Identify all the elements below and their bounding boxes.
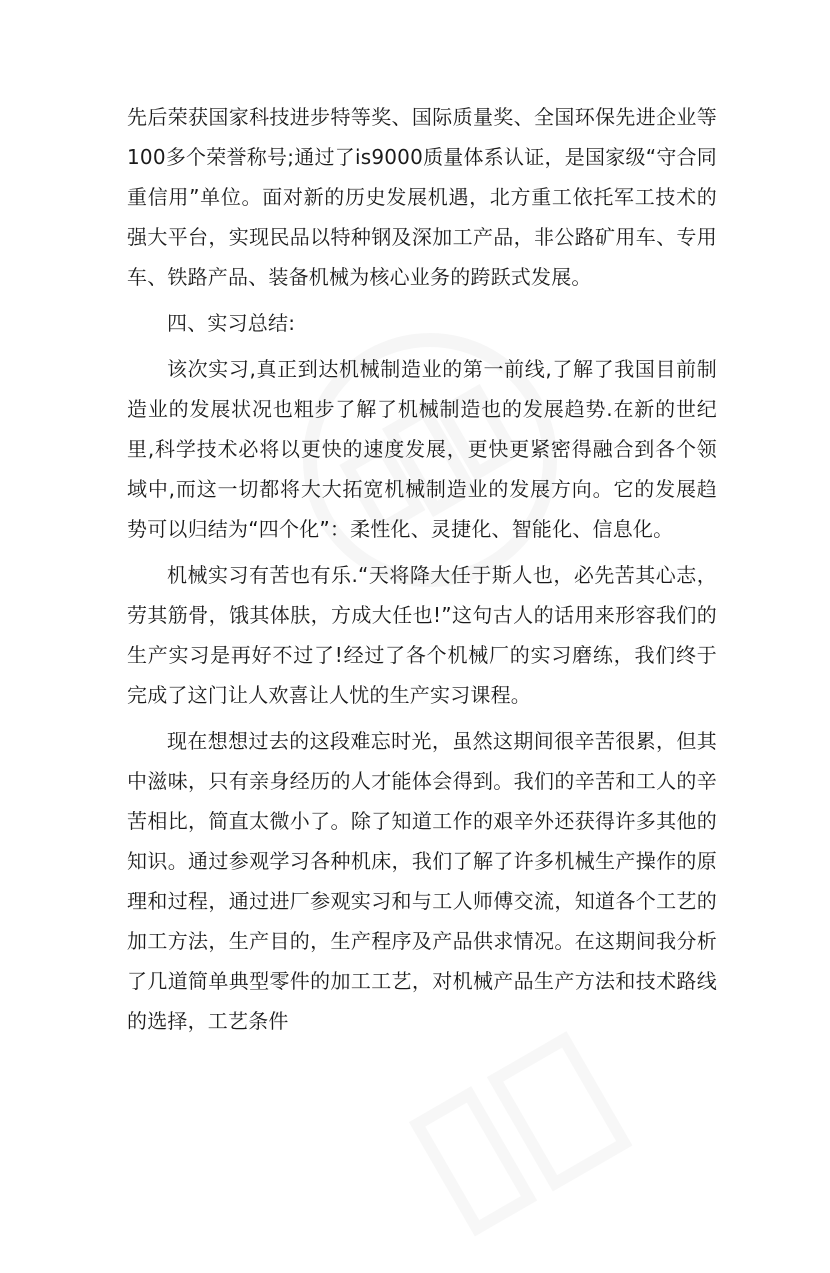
paragraph-reflection: 现在想想过去的这段难忘时光，虽然这期间很辛苦很累，但其中滋味，只有亲身经历的人才能体会得到。我们的辛苦和工人的辛苦相比，简直太微小了。除了知道工作的艰辛外还获得许多其他的知识。通过参观学习各种机床，我们了解了许多机械生产操作的原理和过程，通过进厂参观实习和与工人师傅交流，知道各个工艺的加工方法，生产目的，生产程序及产品供求情况。在这期间我分析了几道简单典型零件的加工工艺，对机械产品生产方法和技术路线的选择，工艺条件 (127, 729, 717, 1033)
paragraph-internship-hardship: 机械实习有苦也有乐.“天将降大任于斯人也，必先苦其心志，劳其筋骨，饿其体肤，方成大任也!”这句古人的话用来形容我们的生产实习是再好不过了!经过了各个机械厂的实习磨练，我们终于完成了这门让人欢喜让人忧的生产实习课程。 (127, 563, 717, 707)
document-body (127, 97, 717, 1041)
paragraph-summary-trends: 该次实习,真正到达机械制造业的第一前线,了解了我国目前制造业的发展状况也粗步了解了机械制造也的发展趋势.在新的世纪里,科学技术必将以更快的速度发展，更快更紧密得融合到各个领域中,而这一切都将大大拓宽机械制造业的发展方向。它的发展趋势可以归结为“四个化”：柔性化、灵捷化、智能化、信息化。 (127, 357, 717, 541)
section-heading-summary: 四、实习总结: (167, 311, 296, 335)
paragraph-continuation: 先后荣获国家科技进步特等奖、国际质量奖、全国环保先进企业等100多个荣誉称号;通过了is9000质量体系认证，是国家级“守合同重信用”单位。面对新的历史发展机遇，北方重工依托军工技术的强大平台，实现民品以特种钢及深加工产品，非公路矿用车、专用车、铁路产品、装备机械为核心业务的跨跃式发展。 (127, 105, 717, 289)
watermark-logo-icon-bottom (390, 1007, 671, 1273)
